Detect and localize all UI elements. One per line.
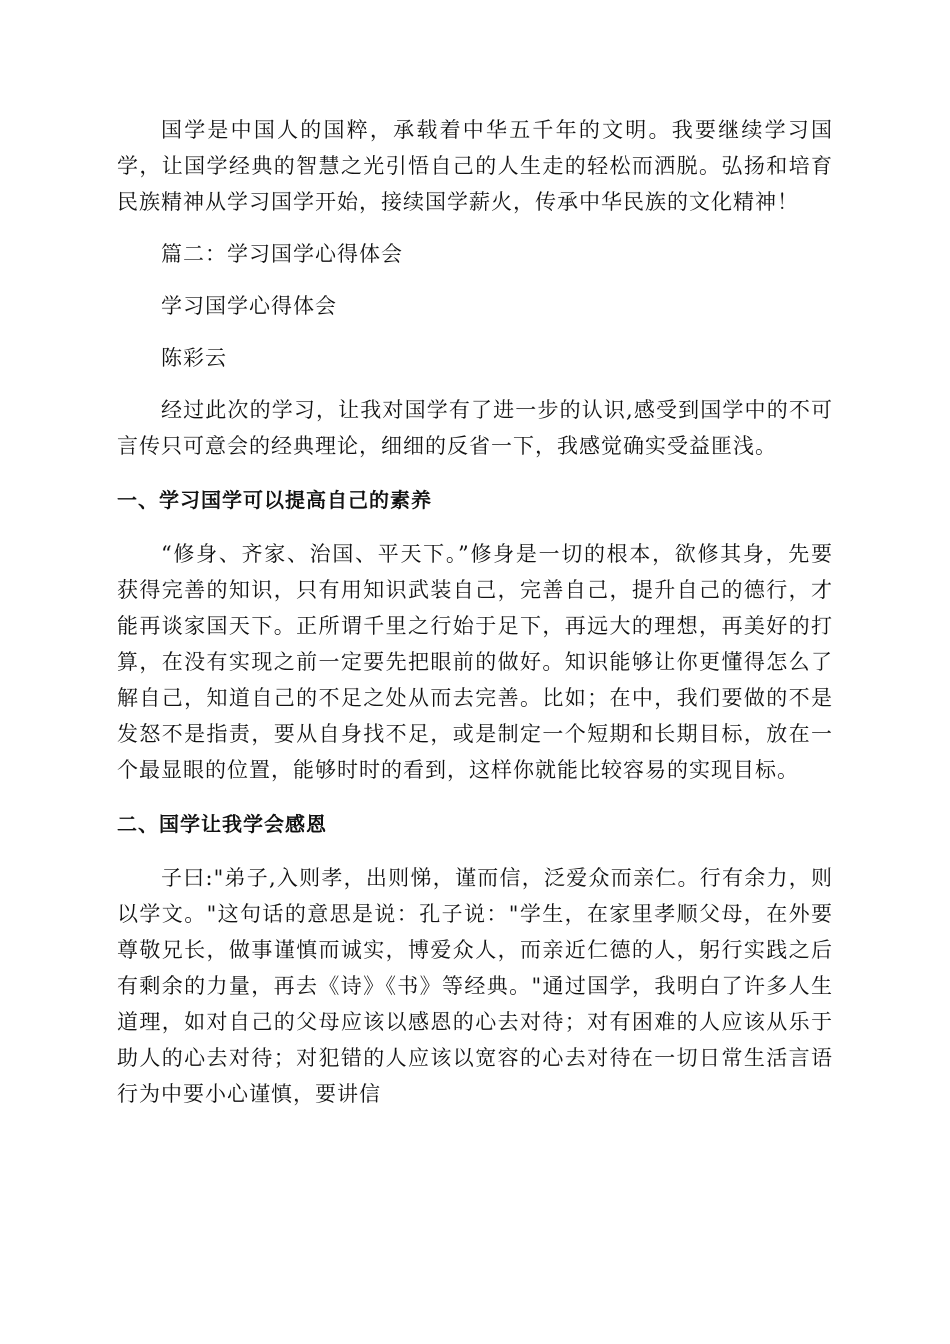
heading-2: 二、国学让我学会感恩 [117, 812, 327, 836]
paragraph-1: “修身、齐家、治国、平天下。”修身是一切的根本，欲修其身，先要获得完善的知识，只有用知识武装自己，完善自己，提升自己的德行，才能再谈家国天下。正所谓千里之行始于足下，再远大的理想，再美好的打算，在没有实现之前一定要先把眼前的做好。知识能够让你更懂得怎么了解自己，知道自己的不足之处从而去完善。比如；在中，我们要做的不是发怒不是指责，要从自身找不足，或是制定一个短期和长期目标，放在一个最显眼的位置，能够时时的看到，这样你就能比较容易的实现目标。 [117, 542, 833, 782]
intro-paragraph: 国学是中国人的国粹，承载着中华五千年的文明。我要继续学习国学，让国学经典的智慧之光引悟自己的人生走的轻松而洒脱。弘扬和培育民族精神从学习国学开始，接续国学薪火，传承中华民族的文化精神！ [117, 118, 833, 214]
author-name: 陈彩云 [161, 346, 227, 370]
document-body [117, 112, 833, 1112]
paragraph-2: 子曰:"弟子,入则孝，出则悌，谨而信，泛爱众而亲仁。行有余力，则以学文。"这句话的意思是说：孔子说："学生，在家里孝顺父母，在外要尊敬兄长，做事谨慎而诚实，博爱众人，而亲近仁德的人，躬行实践之后有剩余的力量，再去《诗》《书》等经典。"通过国学，我明白了许多人生道理，如对自己的父母应该以感恩的心去对待；对有困难的人应该从乐于助人的心去对待；对犯错的人应该以宽容的心去对待在一切日常生活言语行为中要小心谨慎，要讲信 [117, 866, 833, 1106]
opening-paragraph: 经过此次的学习，让我对国学有了进一步的认识,感受到国学中的不可言传只可意会的经典理论，细细的反省一下，我感觉确实受益匪浅。 [117, 398, 833, 458]
heading-1: 一、学习国学可以提高自己的素养 [117, 488, 432, 512]
section-label: 篇二：学习国学心得体会 [161, 242, 403, 266]
document-title: 学习国学心得体会 [161, 294, 337, 318]
